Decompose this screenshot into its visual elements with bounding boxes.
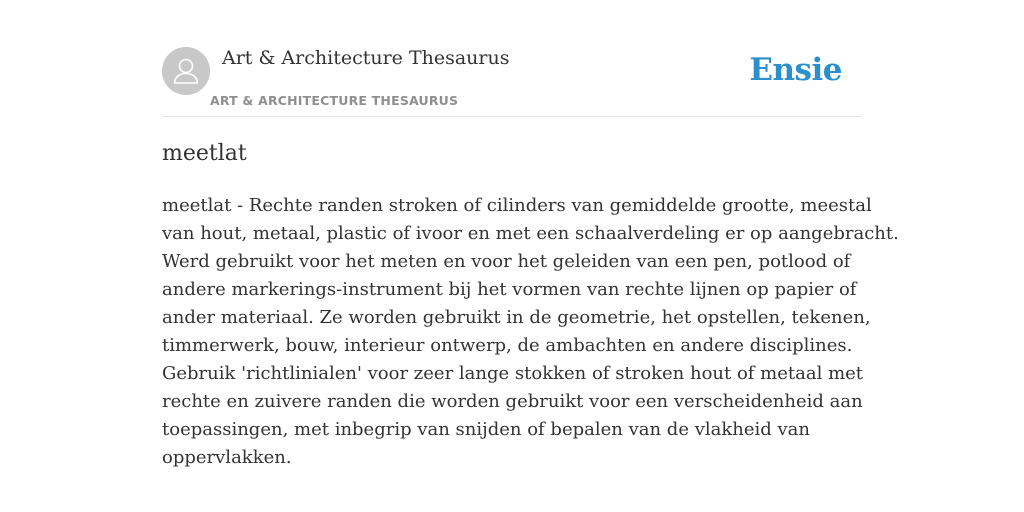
- user-icon: [162, 47, 210, 95]
- avatar[interactable]: [162, 47, 210, 95]
- definition-line: meetlat - Rechte randen stroken of cilinders van gemiddelde grootte, meestal: [162, 195, 872, 216]
- source-subtitle: ART & ARCHITECTURE THESAURUS: [210, 93, 459, 108]
- definition-line: toepassingen, met inbegrip van snijden of bepalen van de vlakheid van: [162, 419, 810, 440]
- ensie-logo[interactable]: Ensie: [749, 52, 842, 88]
- source-title[interactable]: Art & Architecture Thesaurus: [222, 47, 510, 69]
- definition-line: ander materiaal. Ze worden gebruikt in de geometrie, het opstellen, tekenen,: [162, 307, 871, 328]
- entry-term: meetlat: [162, 141, 247, 166]
- definition-line: andere markerings-instrument bij het vormen van rechte lijnen op papier of: [162, 279, 857, 300]
- header: [162, 0, 862, 117]
- definition-line: oppervlakken.: [162, 447, 292, 468]
- definition-line: timmerwerk, bouw, interieur ontwerp, de ambachten en andere disciplines.: [162, 335, 853, 356]
- definition-line: rechte en zuivere randen die worden gebruikt voor een verscheidenheid aan: [162, 391, 863, 412]
- definition-line: Werd gebruikt voor het meten en voor het geleiden van een pen, potlood of: [162, 251, 851, 272]
- definition-line: Gebruik 'richtlinialen' voor zeer lange stokken of stroken hout of metaal met: [162, 363, 864, 384]
- definition-line: van hout, metaal, plastic of ivoor en met een schaalverdeling er op aangebracht.: [162, 223, 899, 244]
- entry-definition: [162, 192, 899, 472]
